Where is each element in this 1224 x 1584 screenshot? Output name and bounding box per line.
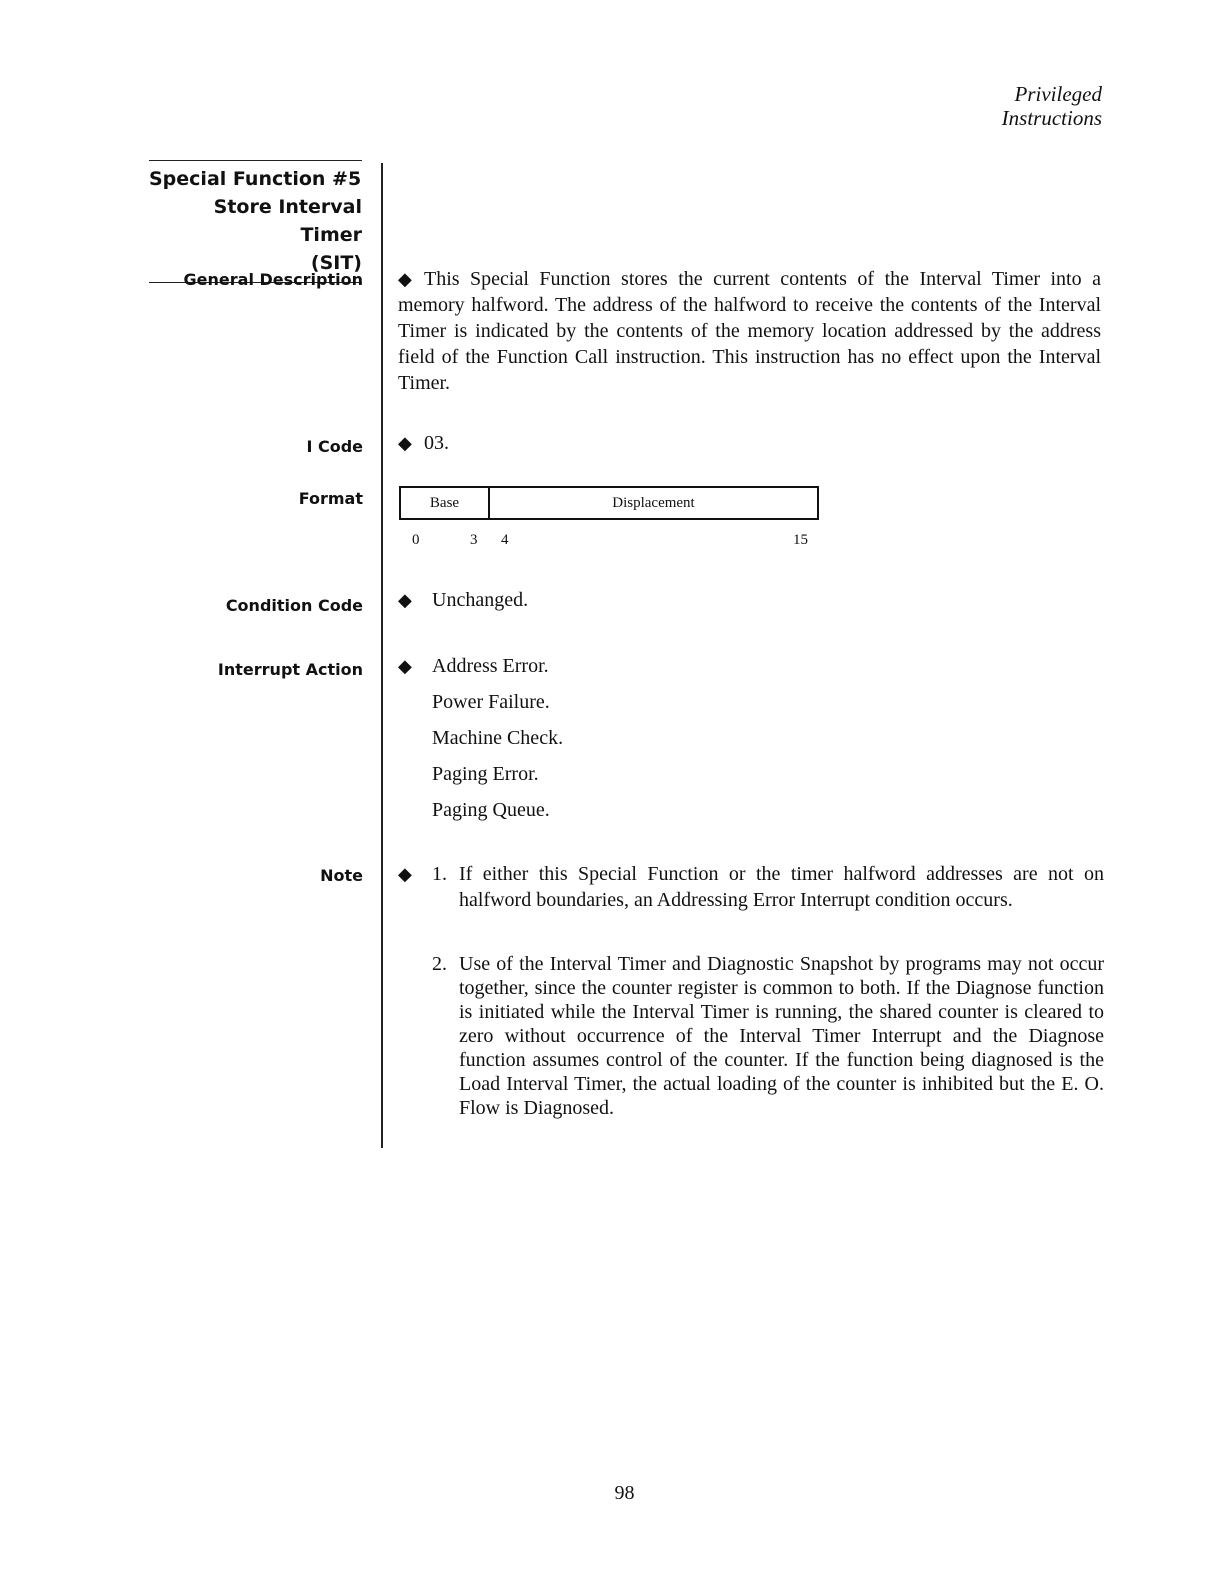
bullet-diamond-icon: ◆	[398, 269, 412, 289]
header-line-1: Privileged	[1014, 82, 1102, 106]
format-field-base: Base	[401, 488, 490, 518]
list-item: Machine Check.	[432, 727, 564, 749]
running-header	[1002, 82, 1102, 130]
label-general-description: General Description	[183, 270, 363, 289]
title-line-2: Store Interval Timer	[213, 196, 362, 246]
bullet-diamond-icon: ◆	[398, 590, 412, 610]
label-condition-code: Condition Code	[225, 596, 363, 615]
bullet-diamond-icon: ◆	[398, 433, 412, 453]
note-number: 1.	[432, 863, 447, 885]
bit-label: 4	[501, 532, 509, 548]
header-line-2: Instructions	[1001, 106, 1102, 130]
icode	[398, 432, 449, 455]
column-divider	[381, 163, 383, 1148]
label-format: Format	[298, 489, 363, 508]
bullet-diamond-icon: ◆	[398, 656, 412, 676]
bullet-diamond-icon: ◆	[398, 864, 412, 884]
title-line-3: (SIT)	[310, 252, 362, 274]
general-description	[398, 266, 1101, 396]
bit-label: 0	[412, 532, 420, 548]
interrupt-action-list	[432, 648, 563, 828]
label-interrupt-action: Interrupt Action	[217, 660, 363, 679]
section-title	[149, 160, 362, 283]
bit-label: 3	[470, 532, 478, 548]
interrupt-bullet	[398, 648, 424, 684]
note-2	[398, 952, 1104, 1120]
note-text: Use of the Interval Timer and Diagnostic Snapshot by programs may not occur together, since the counter register is common to both. If the Diagnose function is initiated while the Interval Timer is running, the shared counter is cleared to zero without occurrence of the Interval Timer Interrupt and the Diagnose function assumes control of the counter. If the function being diagnosed is the Load Interval Timer, the actual loading of the counter is inhibited but the E. O. Flow is Diagnosed.	[459, 953, 1104, 1119]
bit-label: 15	[793, 532, 808, 548]
title-line-1: Special Function #5	[149, 168, 362, 190]
label-note: Note	[320, 866, 363, 885]
note-number: 2.	[432, 953, 447, 975]
label-icode: I Code	[306, 437, 363, 456]
list-item: Paging Queue.	[432, 799, 550, 821]
condition-code	[398, 589, 528, 612]
list-item: Power Failure.	[432, 691, 550, 713]
note-text: If either this Special Function or the timer halfword addresses are not on halfword boundaries, an Addressing Error Interrupt condition occurs.	[459, 863, 1104, 911]
note-1	[398, 862, 1104, 913]
page-number: 98	[614, 1482, 635, 1504]
general-description-text: This Special Function stores the current contents of the Interval Timer into a memory halfword. The address of the halfword to receive the contents of the Interval Timer is indicated by the contents of the memory location addressed by the address field of the Function Call instruction. This instruction has no effect upon the Interval Timer.	[398, 268, 1101, 394]
format-diagram	[399, 486, 819, 520]
format-field-displacement: Displacement	[612, 494, 695, 511]
list-item: Paging Error.	[432, 763, 539, 785]
list-item: Address Error.	[432, 655, 549, 677]
condition-code-value: Unchanged.	[432, 589, 529, 611]
icode-value: 03.	[424, 432, 449, 454]
